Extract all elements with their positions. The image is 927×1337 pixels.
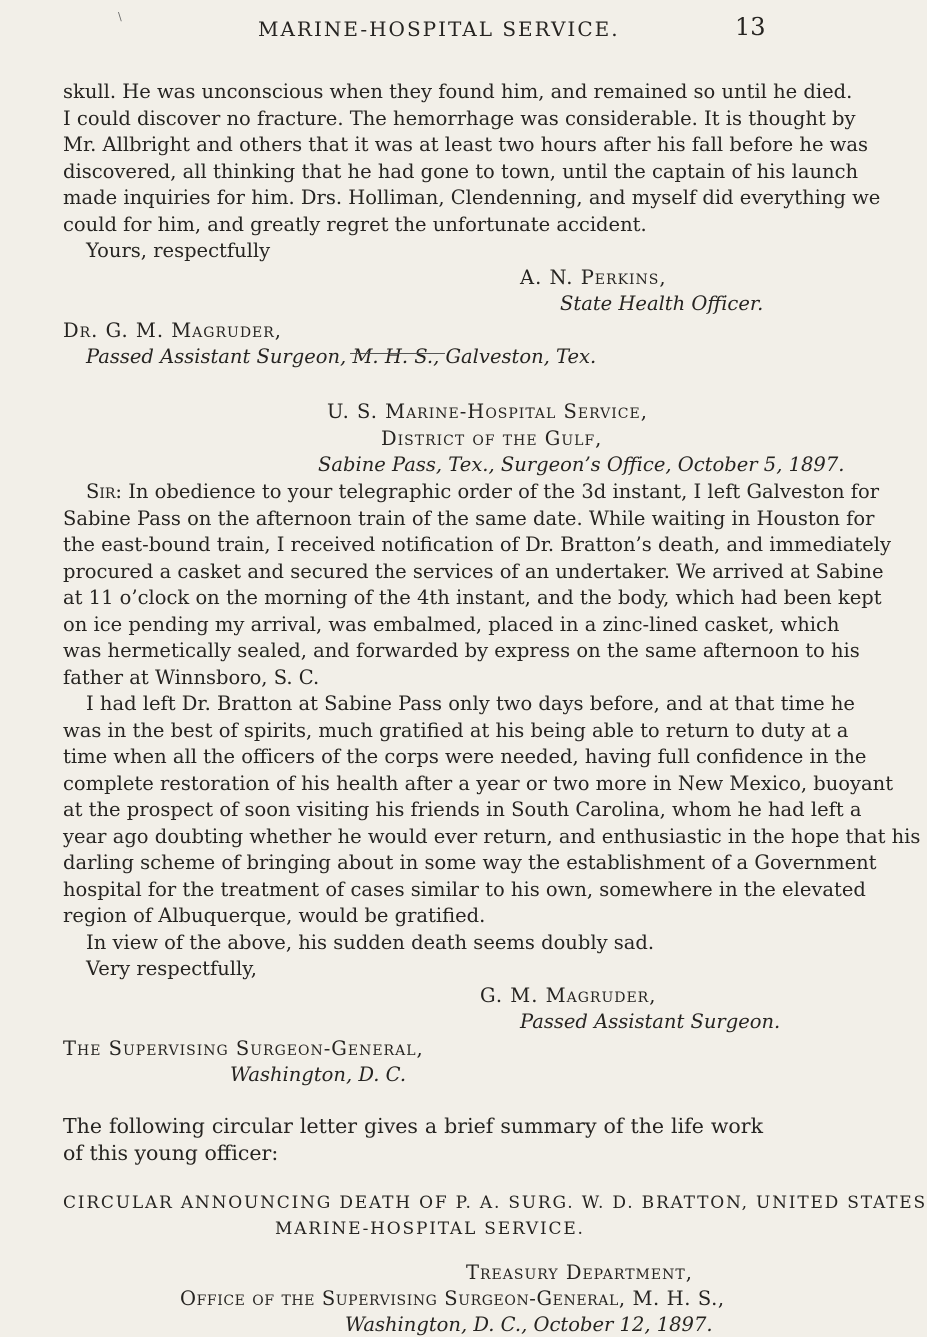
body-line: was in the best of spirits, much gratified at his being able to return to duty at a (63, 719, 849, 742)
body-line: I had left Dr. Bratton at Sabine Pass only two days before, and at that time he (86, 692, 855, 715)
addressee-title: Passed Assistant Surgeon, M. H. S., Galveston, Tex. (86, 345, 597, 368)
body-line: year ago doubting whether he would ever return, and enthusiastic in the hope that his (63, 825, 921, 848)
body-line: procured a casket and secured the services of an undertaker. We arrived at Sabine (63, 560, 884, 583)
running-header: MARINE-HOSPITAL SERVICE. (258, 17, 620, 41)
body-line: darling scheme of bringing about in some way the establishment of a Government (63, 851, 877, 874)
circular-heading: CIRCULAR ANNOUNCING DEATH OF P. A. SURG. W. D. BRATTON, UNITED STATES (63, 1193, 927, 1213)
body-line: Sabine Pass on the afternoon train of the same date. While waiting in Houston for (63, 507, 875, 530)
body-line (86, 480, 880, 504)
letter-heading: U. S. Marine-Hospital Service, (327, 400, 648, 423)
body-line: hospital for the treatment of cases similar to his own, somewhere in the elevated (63, 878, 866, 901)
letter-heading: Treasury Department, (466, 1261, 693, 1284)
body-line: father at Winnsboro, S. C. (63, 666, 320, 689)
signature-title: Passed Assistant Surgeon. (520, 1010, 781, 1033)
body-line: In view of the above, his sudden death seems doubly sad. (86, 931, 655, 954)
body-line: could for him, and greatly regret the unfortunate accident. (63, 213, 647, 236)
margin-mark: \ (118, 10, 122, 23)
body-line: time when all the officers of the corps were needed, having full confidence in the (63, 745, 867, 768)
body-line: was hermetically sealed, and forwarded by express on the same afternoon to his (63, 639, 860, 662)
page-number: 13 (735, 13, 766, 41)
dateline: Sabine Pass, Tex., Surgeon’s Office, October 5, 1897. (318, 453, 845, 476)
body-line: Mr. Allbright and others that it was at least two hours after his fall before he was (63, 133, 869, 156)
body-line: on ice pending my arrival, was embalmed, placed in a zinc-lined casket, which (63, 613, 840, 636)
letter-heading: District of the Gulf, (381, 427, 603, 450)
body-line: complete restoration of his health after a year or two more in New Mexico, buoyant (63, 772, 894, 795)
signature-name: G. M. Magruder, (480, 984, 657, 1007)
circular-heading: MARINE-HOSPITAL SERVICE. (275, 1219, 585, 1239)
body-line: I could discover no fracture. The hemorrhage was considerable. It is thought by (63, 107, 856, 130)
body-line: skull. He was unconscious when they found him, and remained so until he died. (63, 80, 853, 103)
body-text: In obedience to your telegraphic order of the 3d instant, I left Galveston for (128, 480, 880, 503)
addressee-location: Washington, D. C. (230, 1063, 407, 1086)
letter-heading: Office of the Supervising Surgeon-General, M. H. S., (180, 1287, 725, 1310)
addressee-name: The Supervising Surgeon-General, (63, 1037, 424, 1060)
body-line: of this young officer: (63, 1141, 279, 1165)
body-line: the east-bound train, I received notification of Dr. Bratton’s death, and immediately (63, 533, 891, 556)
section-divider (350, 353, 445, 354)
signature-name: A. N. Perkins, (520, 266, 667, 289)
body-line: made inquiries for him. Drs. Holliman, Clendenning, and myself did everything we (63, 186, 881, 209)
closing: Yours, respectfully (86, 239, 271, 262)
salutation: Sir: (86, 480, 122, 503)
signature-title: State Health Officer. (560, 292, 764, 315)
body-line: at the prospect of soon visiting his friends in South Carolina, whom he had left a (63, 798, 862, 821)
body-line: at 11 o’clock on the morning of the 4th instant, and the body, which had been kept (63, 586, 882, 609)
closing: Very respectfully, (86, 957, 257, 980)
dateline: Washington, D. C., October 12, 1897. (345, 1313, 713, 1336)
body-line: The following circular letter gives a brief summary of the life work (63, 1114, 763, 1138)
body-line: discovered, all thinking that he had gone to town, until the captain of his launch (63, 160, 859, 183)
addressee-name: Dr. G. M. Magruder, (63, 319, 282, 342)
body-line: region of Albuquerque, would be gratified. (63, 904, 486, 927)
